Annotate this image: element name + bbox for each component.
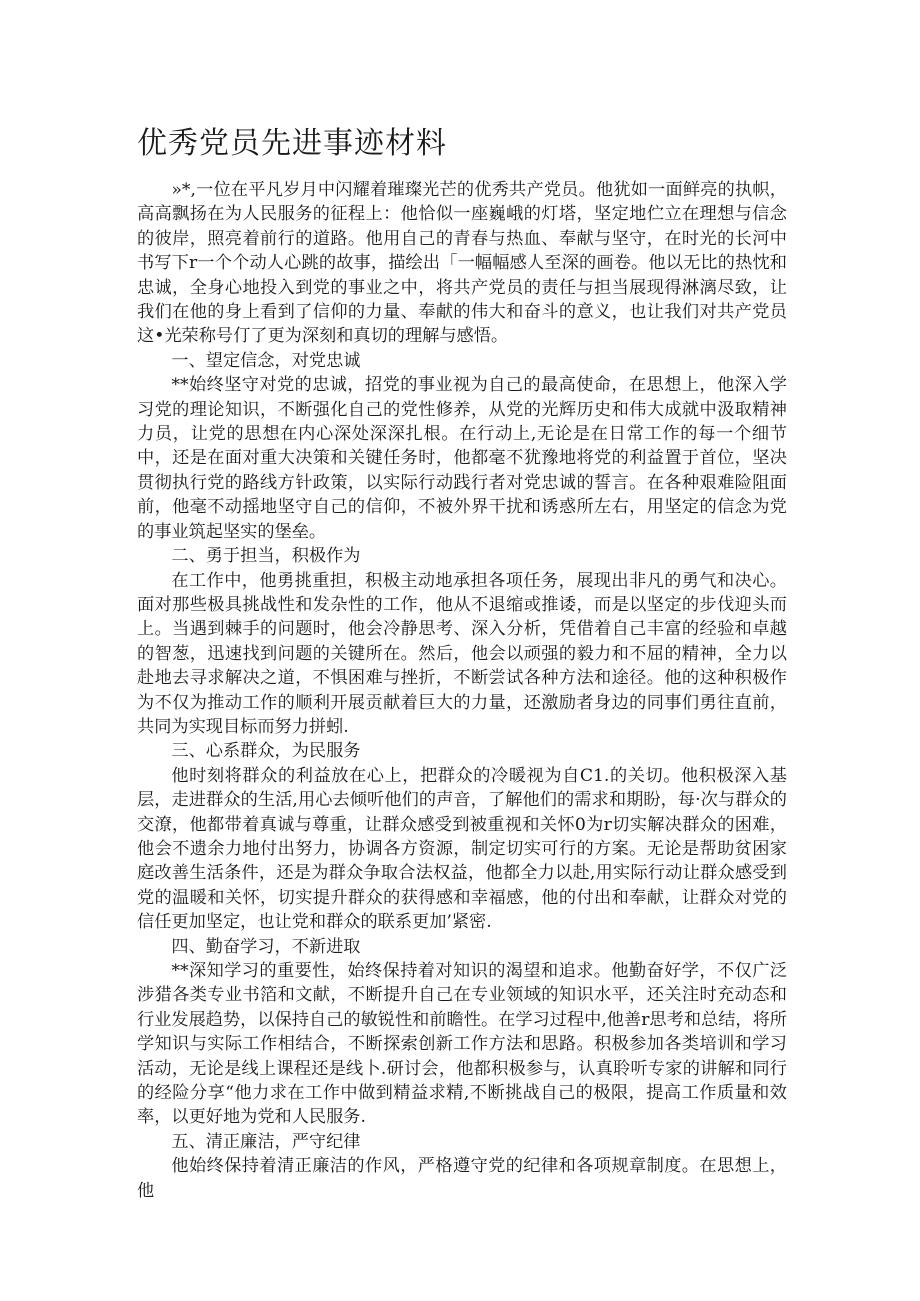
section-heading-5: 五、清正廉洁，严守纪律 xyxy=(171,1131,361,1152)
section-paragraph-1: **始终坚守对党的忠诚，招党的事业视为自己的最高使命，在思想上，他深入学习党的理论知识，不断强化自己的党性修养，从党的光辉历史和伟大成就中汲取精神力员，让党的思想在内心深处深深扎根。在行动上,无论是在日常工作的每一个细节中，还是在面对重大决策和关键任务时，他都毫不犹豫地将党的利益置于首位，坚决贯彻执行党的路线方针政策，以实际行动践行者对党忠诚的誓言。在各种艰难险阻面前，他毫不动摇地坚守自己的信仰，不被外界干扰和诱惑所左右，用坚定的信念为党的事业筑起坚实的堡垒。 xyxy=(137,375,787,542)
section-heading-1: 一、望定信念，对党忠诚 xyxy=(171,350,361,371)
section-paragraph-2: 在工作中，他勇挑重担，积极主动地承担各项任务，展现出非凡的勇气和决心。面对那些极具挑战性和发杂性的工作，他从不退缩或推诿，而是以坚定的步伐迎头而上。当遇到棘手的问题时，他会冷静思考、深入分析，凭借着自己丰富的经验和卓越的智葱，迅速找到问题的关键所在。然后，他会以顽强的毅力和不屈的精神，全力以赴地去寻求解决之道，不惧困难与挫折，不断尝试各种方法和途径。他的这种积极作为不仅为推动工作的顺利开展贡献着巨大的力量，还激励者身边的同事们勇往直前，共同为实现目标而努力拼蚓. xyxy=(137,570,787,737)
section-heading-2: 二、勇于担当，积极作为 xyxy=(171,546,361,567)
document-body xyxy=(137,178,787,1203)
section-heading-3: 三、心系群众，为民服务 xyxy=(171,741,361,762)
document-title: 优秀党员先进事迹材料 xyxy=(137,126,447,161)
intro-paragraph: »*,一位在平凡岁月中闪耀着璀璨光芒的优秀共产党员。他犹如一面鲜亮的执帜，高高飘扬在为人民服务的征程上：他恰似一座巍峨的灯塔，坚定地伫立在理想与信念的彼岸，照亮着前行的道路。他用自己的青春与热血、奉献与坚守，在时光的长河中书写下r一个个动人心跳的故事，描绘出「一幅幅感人至深的画卷。他以无比的热忱和忠诚，全身心地投入到党的事业之中，将共产党员的责任与担当展现得淋漓尽致，让我们在他的身上看到了信仰的力量、奉献的伟大和奋斗的意义，也让我们对共产党员这•光荣称号仃了更为深刻和真切的理解与感悟。 xyxy=(137,180,787,347)
section-heading-4: 四、勤奋学习，不新进取 xyxy=(171,936,361,957)
section-paragraph-3: 他时刻将群众的利益放在心上，把群众的冷暖视为自C1.的关切。他积极深入基层，走进群众的生活,用心去倾听他们的声音，了解他们的需求和期盼，每·次与群众的交潦，他都带着真诚与尊重，让群众感受到被重视和关怀0为r切实解决群众的困难，他会不遗余力地付出努力，协调各方资源，制定切实可行的方案。无论是帮助贫困家庭改善生活条件，还是为群众争取合法权益，他都全力以赴,用实际行动让群众感受到党的温暖和关怀，切实提升群众的获得感和幸福感，他的付出和奉献，让群众对党的信任更加坚定，也让党和群众的联系更加’紧密. xyxy=(137,765,787,933)
section-paragraph-5: 他始终保持着清正廉洁的作风，严格遵守党的纪律和各项规章制度。在思想上，他 xyxy=(137,1156,787,1201)
section-paragraph-4: **深知学习的重要性，始终保持着对知识的渴望和追求。他勤奋好学，不仅广泛涉猎各类专业书箔和文献，不断提升自己在专业领域的知识水平，还关注时充动态和行业发展趋势，以保持自己的敏锐性和前瞻性。在学习过程中,他善r思考和总结，将所学知识与实际工作相结合，不断探索创新工作方法和思路。积极参加各类培训和学习活动，无论是线上课程还是线卜.研讨会，他都积极参与，认真聆听专家的讲解和同行的经险分享“他力求在工作中做到精益求精,不断挑战自己的极限，提高工作质量和效率，以更好地为党和人民服务. xyxy=(137,961,787,1128)
